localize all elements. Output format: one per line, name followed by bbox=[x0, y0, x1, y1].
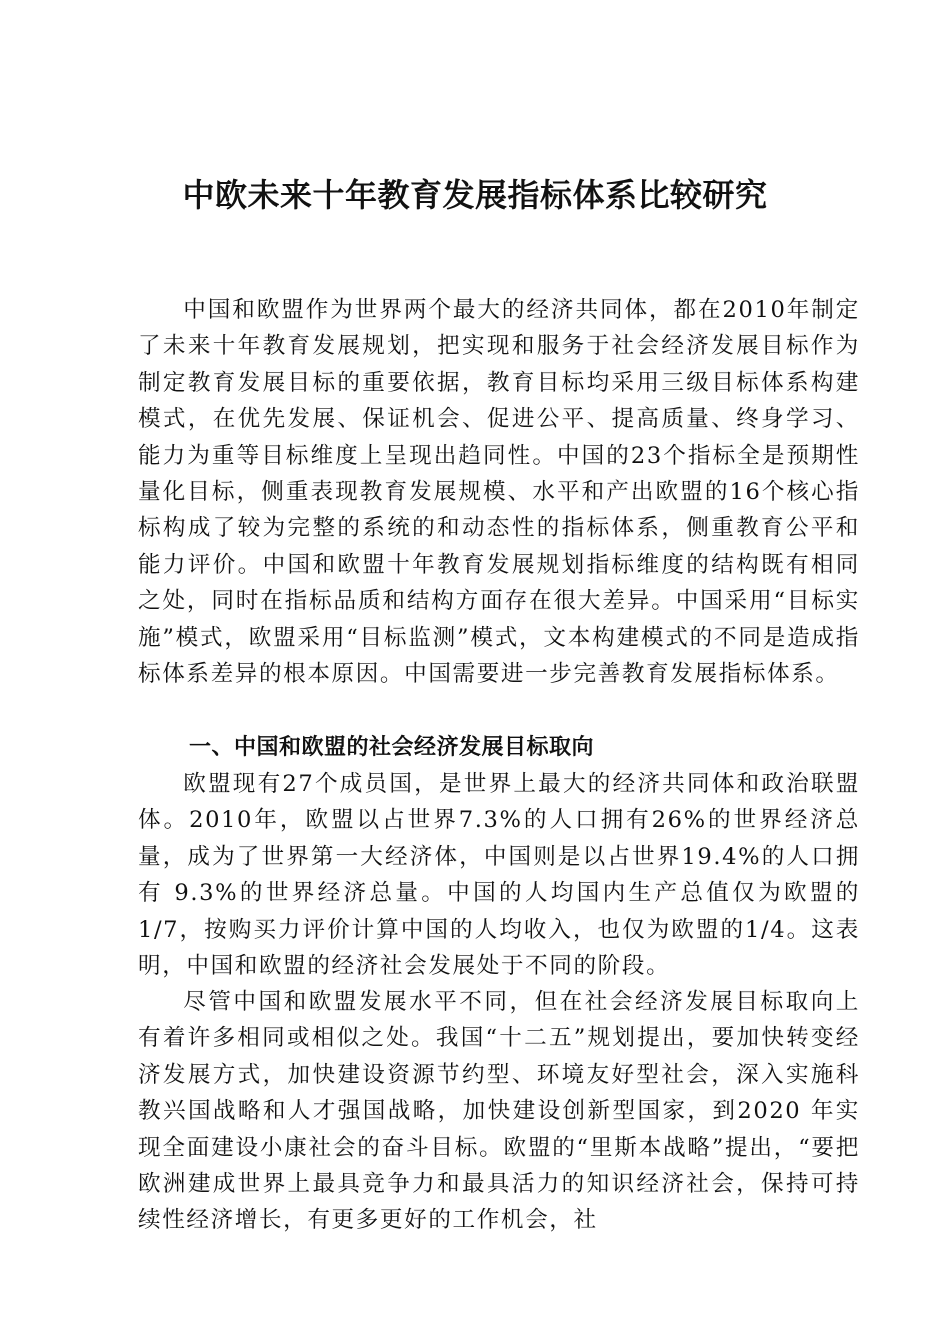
document-title: 中欧未来十年教育发展指标体系比较研究 bbox=[182, 176, 768, 214]
body-paragraph-1: 欧盟现有27个成员国，是世界上最大的经济共同体和政治联盟体。2010年，欧盟以占世界7.3%的人口拥有26%的世界经济总量，成为了世界第一大经济体，中国则是以占世界19.4%的人口拥有 9.3%的世界经济总量。中国的人均国内生产总值仅为欧盟的1/7，按购买力评价计算中国的人均收入，也仅为欧盟的1/4。这表明，中国和欧盟的经济社会发展处于不同的阶段。 bbox=[138, 771, 860, 980]
body-paragraph-2: 尽管中国和欧盟发展水平不同，但在社会经济发展目标取向上有着许多相同或相似之处。我国“十二五”规划提出，要加快转变经济发展方式，加快建设资源节约型、环境友好型社会，深入实施科教兴国战略和人才强国战略，加快建设创新型国家，到2020 年实现全面建设小康社会的奋斗目标。欧盟的“里斯本战略”提出，“要把欧洲建成世界上最具竞争力和最具活力的知识经济社会，保持可持续性经济增长，有更多更好的工作机会，社 bbox=[138, 989, 860, 1234]
section-heading: 一、中国和欧盟的社会经济发展目标取向 bbox=[189, 735, 595, 760]
abstract-paragraph: 中国和欧盟作为世界两个最大的经济共同体，都在2010年制定了未来十年教育发展规划，把实现和服务于社会经济发展目标作为制定教育发展目标的重要依据，教育目标均采用三级目标体系构建模式，在优先发展、保证机会、促进公平、提高质量、终身学习、能力为重等目标维度上呈现出趋同性。中国的23个指标全是预期性量化目标，侧重表现教育发展规模、水平和产出欧盟的16个核心指标构成了较为完整的系统的和动态性的指标体系，侧重教育公平和能力评价。中国和欧盟十年教育发展规划指标维度的结构既有相同之处，同时在指标品质和结构方面存在很大差异。中国采用“目标实施”模式，欧盟采用“目标监测”模式，文本构建模式的不同是造成指标体系差异的根本原因。中国需要进一步完善教育发展指标体系。 bbox=[138, 297, 860, 688]
